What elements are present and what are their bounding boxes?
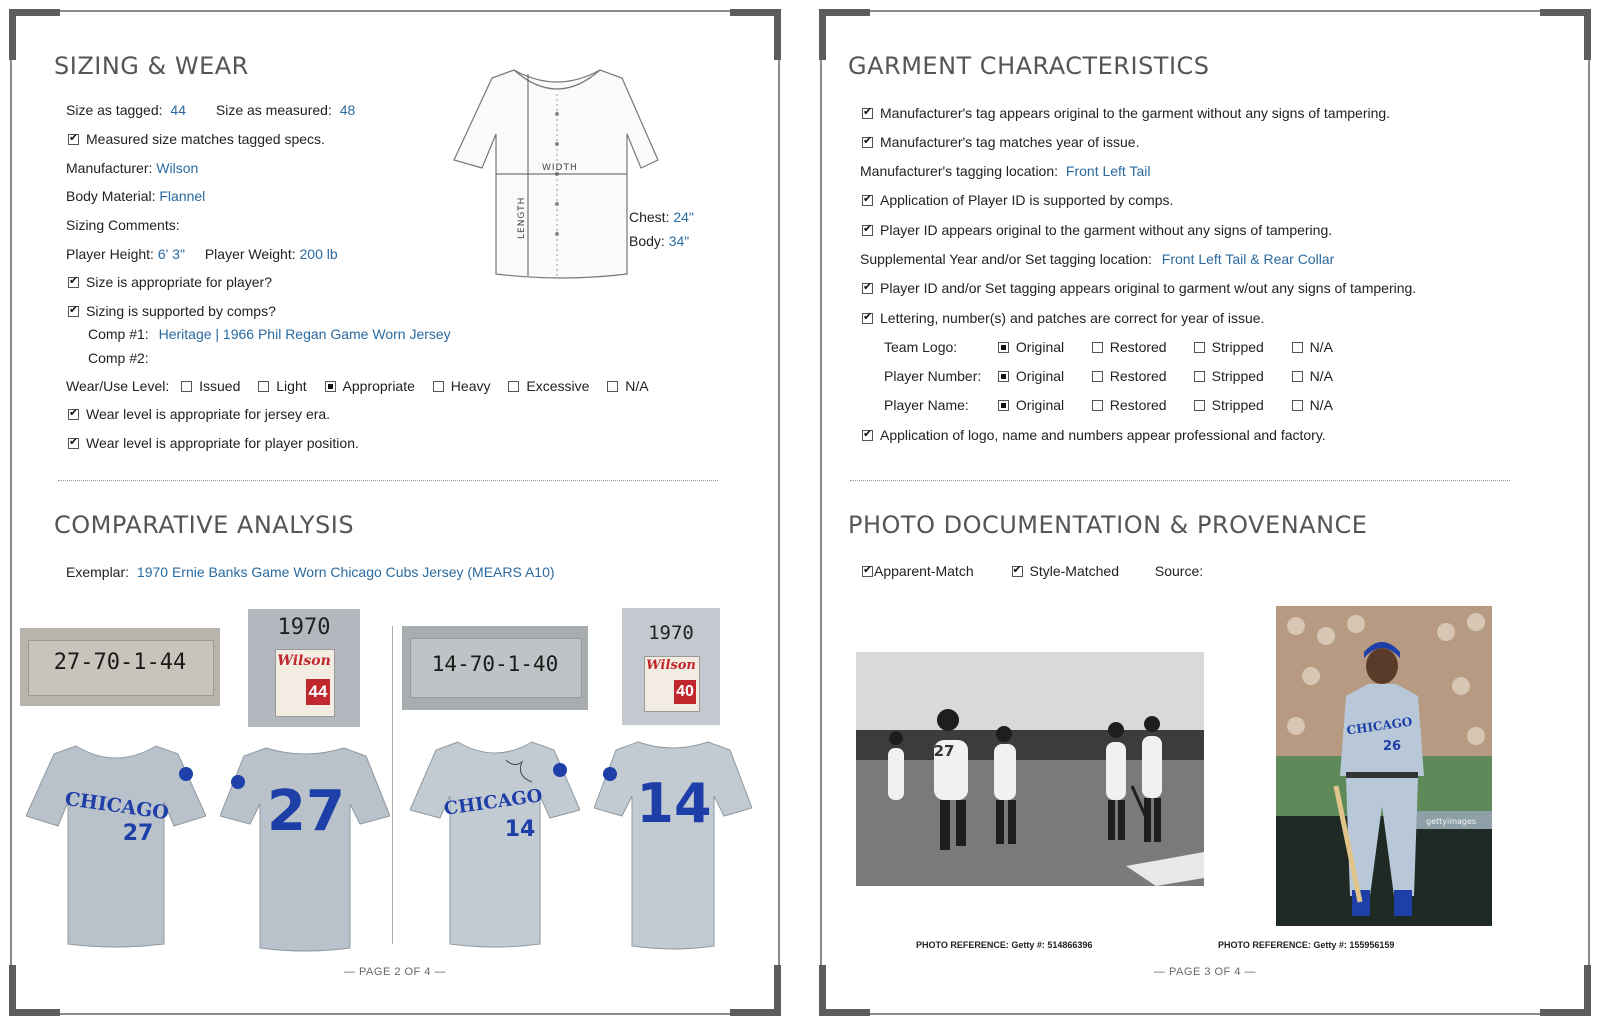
section-divider (850, 480, 1510, 481)
size-row (66, 102, 355, 118)
wear-option-issued: Issued (181, 378, 240, 394)
lettering-label: Lettering, number(s) and patches are correct for year of issue. (880, 310, 1265, 326)
tag-year-label: Manufacturer's tag matches year of issue. (880, 134, 1140, 150)
page-footer: — PAGE 2 OF 4 — (343, 966, 447, 978)
tag-size-left: 44 (306, 679, 330, 705)
wear-era-row (68, 406, 330, 422)
back-jersey-photo-right (594, 738, 752, 952)
set-tagging-row (862, 280, 1416, 296)
manufacturer-label: Manufacturer: (66, 160, 153, 176)
diagram-length-label: LENGTH (517, 196, 527, 239)
wear-position-label: Wear level is appropriate for player position. (86, 435, 359, 451)
application-checkbox[interactable] (862, 430, 873, 441)
manufacturer-row (66, 160, 198, 176)
wear-option-excessive: Excessive (508, 378, 589, 394)
team-logo-row: Team Logo: Original Restored Stripped N/A (884, 339, 1333, 355)
player-number-stripped-checkbox[interactable] (1194, 371, 1205, 382)
player-id-original-label: Player ID appears original to the garment without any signs of tampering. (880, 222, 1333, 238)
chest-label: Chest: (629, 209, 670, 225)
chest-row (629, 209, 694, 225)
wear-option-light: Light (258, 378, 306, 394)
tail-strip-text-right: 14-70-1-40 (431, 652, 559, 676)
player-number-original-checkbox[interactable] (998, 371, 1009, 382)
comp1-label: Comp #1: (88, 326, 149, 342)
front-jersey-photo-left (26, 740, 206, 950)
player-name-row: Player Name: Original Restored Stripped N/A (884, 397, 1333, 413)
player-photo-color (1276, 606, 1492, 926)
apparent-match-checkbox[interactable] (862, 566, 873, 577)
player-measure-row (66, 246, 338, 262)
sizing-supported-row (68, 303, 276, 319)
tag-size-right: 40 (674, 680, 696, 704)
player-name-restored-checkbox[interactable] (1092, 400, 1103, 411)
photo-match-row (862, 563, 1203, 579)
back-number-right: 14 (636, 772, 712, 835)
team-logo-restored-checkbox[interactable] (1092, 342, 1103, 353)
lettering-checkbox[interactable] (862, 313, 873, 324)
wear-heavy-checkbox[interactable] (433, 381, 444, 392)
player-id-supported-row (862, 192, 1173, 208)
tag-location-value: Front Left Tail (1065, 163, 1151, 179)
tag-photo-right (622, 608, 720, 725)
player-id-original-checkbox[interactable] (862, 225, 873, 236)
player-id-original-row (862, 222, 1332, 238)
set-tagging-label: Player ID and/or Set tagging appears original to garment w/out any signs of tampering. (880, 280, 1417, 296)
photo1-jersey-number: 27 (933, 742, 955, 760)
apparent-match-label: Apparent-Match (874, 563, 974, 579)
player-height-label: Player Height: (66, 246, 154, 262)
tag-year-right: 1970 (648, 622, 694, 644)
front-jersey-photo-right (410, 736, 580, 950)
body-material-value: Flannel (159, 188, 206, 204)
chest-value: 24" (673, 209, 694, 225)
wear-light-checkbox[interactable] (258, 381, 269, 392)
comp1-row (88, 326, 451, 342)
photo2-jersey-word: CHICAGO (1345, 714, 1414, 738)
supp-location-row (860, 251, 1334, 267)
sizing-supported-label: Sizing is supported by comps? (86, 303, 276, 319)
corner-bracket (9, 9, 60, 60)
team-logo-label: Team Logo: (884, 339, 958, 355)
sizing-wear-heading: SIZING & WEAR (54, 52, 249, 80)
comparative-analysis-heading: COMPARATIVE ANALYSIS (54, 511, 355, 539)
photo-reference-1: PHOTO REFERENCE: Getty #: 514866396 (916, 940, 1093, 950)
wear-option-na: N/A (607, 378, 648, 394)
wear-level-label: Wear/Use Level: (66, 378, 170, 394)
front-number-right: 14 (504, 817, 536, 842)
supp-location-value: Front Left Tail & Rear Collar (1161, 251, 1335, 267)
player-name-na-checkbox[interactable] (1292, 400, 1303, 411)
photo-documentation-heading: PHOTO DOCUMENTATION & PROVENANCE (848, 511, 1368, 539)
size-appropriate-checkbox[interactable] (68, 277, 79, 288)
report-page-3 (820, 10, 1590, 1015)
jersey-set-divider (392, 626, 393, 944)
player-id-supported-label: Application of Player ID is supported by comps. (880, 192, 1174, 208)
manufacturer-value: Wilson (156, 160, 199, 176)
tag-year-checkbox[interactable] (862, 137, 873, 148)
section-divider (58, 480, 718, 481)
player-name-label: Player Name: (884, 397, 969, 413)
body-row (629, 233, 689, 249)
front-word-right: CHICAGO (442, 785, 544, 820)
jersey-diagram (452, 64, 670, 286)
style-matched-label: Style-Matched (1029, 563, 1119, 579)
corner-bracket (1540, 9, 1591, 60)
application-row (862, 427, 1326, 443)
comp2-label: Comp #2: (88, 350, 149, 366)
back-number-left: 27 (267, 779, 345, 844)
tail-strip-photo-left (20, 628, 220, 706)
wear-position-row (68, 435, 359, 451)
wear-option-heavy: Heavy (433, 378, 491, 394)
tag-location-label: Manufacturer's tagging location: (860, 163, 1059, 179)
player-number-na-checkbox[interactable] (1292, 371, 1303, 382)
player-id-supported-checkbox[interactable] (862, 195, 873, 206)
player-weight-label: Player Weight: (204, 246, 296, 262)
corner-bracket (730, 9, 781, 60)
team-logo-na-checkbox[interactable] (1292, 342, 1303, 353)
size-appropriate-row (68, 274, 272, 290)
body-material-row (66, 188, 205, 204)
player-height-value: 6' 3" (157, 246, 185, 262)
set-tagging-checkbox[interactable] (862, 283, 873, 294)
tail-strip-text-left: 27-70-1-44 (53, 650, 187, 675)
tag-photo-left (248, 609, 360, 727)
player-weight-value: 200 lb (299, 246, 338, 262)
size-appropriate-label: Size is appropriate for player? (86, 274, 272, 290)
exemplar-label: Exemplar: (66, 564, 130, 580)
size-tagged-value: 44 (170, 102, 186, 118)
player-name-stripped-checkbox[interactable] (1194, 400, 1205, 411)
game-photo-bw (856, 652, 1204, 886)
body-value: 34" (668, 233, 690, 249)
wear-option-appropriate: Appropriate (325, 378, 415, 394)
back-jersey-photo-left (220, 744, 390, 954)
tag-original-checkbox[interactable] (862, 108, 873, 119)
application-label: Application of logo, name and numbers appear professional and factory. (880, 427, 1326, 443)
team-logo-stripped-checkbox[interactable] (1194, 342, 1205, 353)
lettering-row (862, 310, 1264, 326)
size-measured-label: Size as measured: (215, 102, 332, 118)
wear-era-label: Wear level is appropriate for jersey era. (86, 406, 331, 422)
player-number-row: Player Number: Original Restored Stripped N/A (884, 368, 1333, 384)
wear-position-checkbox[interactable] (68, 438, 79, 449)
wear-issued-checkbox[interactable] (181, 381, 192, 392)
page-footer: — PAGE 3 OF 4 — (1153, 966, 1257, 978)
diagram-width-label: WIDTH (542, 163, 578, 173)
exemplar-row (66, 564, 555, 580)
tail-strip-photo-right (402, 626, 588, 710)
wear-level-row (66, 378, 663, 394)
tag-location-row (860, 163, 1150, 179)
measured-matches-label: Measured size matches tagged specs. (86, 131, 325, 147)
tag-year-left: 1970 (277, 615, 331, 640)
body-material-label: Body Material: (66, 188, 156, 204)
photo-reference-2: PHOTO REFERENCE: Getty #: 155956159 (1218, 940, 1395, 950)
source-label: Source: (1154, 563, 1204, 579)
player-number-restored-checkbox[interactable] (1092, 371, 1103, 382)
front-word-left: CHICAGO (63, 787, 171, 825)
getty-watermark: gettyimages (1426, 817, 1477, 826)
size-tagged-label: Size as tagged: (66, 102, 163, 118)
tag-original-label: Manufacturer's tag appears original to the garment without any signs of tampering. (880, 105, 1391, 121)
style-matched-checkbox[interactable] (1012, 566, 1023, 577)
body-label: Body: (629, 233, 665, 249)
sizing-supported-checkbox[interactable] (68, 306, 79, 317)
team-logo-original-checkbox[interactable] (998, 342, 1009, 353)
tag-brand-right: Wilson (646, 658, 696, 673)
front-number-left: 27 (122, 821, 154, 846)
wear-excessive-checkbox[interactable] (508, 381, 519, 392)
tag-year-row (862, 134, 1139, 150)
garment-characteristics-heading: GARMENT CHARACTERISTICS (848, 52, 1210, 80)
supp-location-label: Supplemental Year and/or Set tagging location: (860, 251, 1152, 267)
player-number-label: Player Number: (884, 368, 982, 384)
comp1-value: Heritage | 1966 Phil Regan Game Worn Jersey (158, 326, 451, 342)
wear-appropriate-checkbox[interactable] (325, 381, 336, 392)
photo2-jersey-number: 26 (1382, 739, 1402, 754)
sizing-comments-label: Sizing Comments: (66, 217, 180, 233)
tag-original-row (862, 105, 1390, 121)
measured-matches-checkbox[interactable] (68, 134, 79, 145)
wear-era-checkbox[interactable] (68, 409, 79, 420)
size-measured-value: 48 (339, 102, 356, 118)
tag-brand-left: Wilson (277, 653, 331, 669)
player-name-original-checkbox[interactable] (998, 400, 1009, 411)
report-page-2 (10, 10, 780, 1015)
exemplar-value: 1970 Ernie Banks Game Worn Chicago Cubs Jersey (MEARS A10) (136, 564, 555, 580)
measured-matches-row (68, 131, 325, 147)
wear-na-checkbox[interactable] (607, 381, 618, 392)
